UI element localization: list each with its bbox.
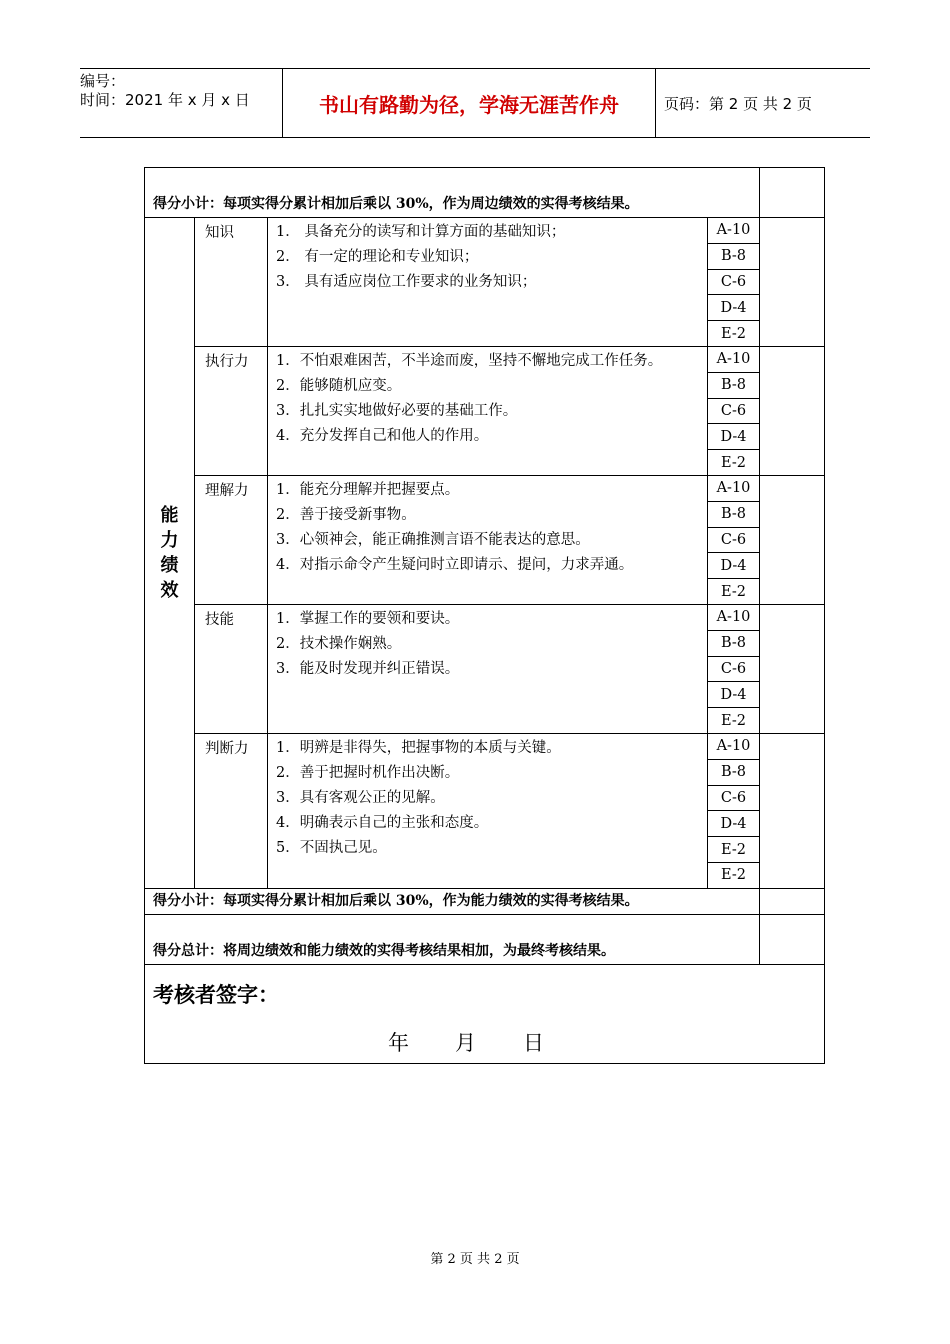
grade-option[interactable]: B-8 [708, 243, 760, 269]
grade-option[interactable]: D-4 [708, 811, 760, 837]
criteria-line: 3．能及时发现并纠正错误。 [276, 660, 460, 677]
criteria-line: 1．明辨是非得失，把握事物的本质与关键。 [276, 739, 561, 756]
grade-option[interactable]: E-2 [708, 579, 760, 605]
criteria-line: 1．掌握工作的要领和要诀。 [276, 610, 460, 627]
category-char: 能 [160, 504, 179, 526]
criteria-line: 1．能充分理解并把握要点。 [276, 481, 460, 498]
item-name: 判断力 [195, 733, 268, 888]
grade-option[interactable]: B-8 [708, 630, 760, 656]
grade-option[interactable]: A-10 [708, 218, 760, 244]
grade-option[interactable]: A-10 [708, 475, 760, 501]
grade-option[interactable]: C-6 [708, 785, 760, 811]
grade-option[interactable]: C-6 [708, 527, 760, 553]
score-cell[interactable] [760, 218, 825, 347]
item-criteria [268, 346, 708, 475]
criteria-line: 3． 具有适应岗位工作要求的业务知识； [276, 274, 537, 290]
criteria-line: 4．充分发挥自己和他人的作用。 [276, 427, 489, 444]
score-cell[interactable] [760, 168, 825, 218]
criteria-line: 2．技术操作娴熟。 [276, 635, 402, 652]
item-name: 理解力 [195, 475, 268, 604]
signature-area[interactable] [145, 964, 825, 1063]
criteria-line: 2． 有一定的理论和专业知识； [276, 249, 479, 265]
grade-option[interactable]: A-10 [708, 604, 760, 630]
category-label [145, 218, 195, 889]
total-score: 得分总计：将周边绩效和能力绩效的实得考核结果相加，为最终考核结果。 [145, 914, 760, 964]
criteria-line: 1． 具备充分的读写和计算方面的基础知识； [276, 224, 566, 240]
header-motto: 书山有路勤为径，学海无涯苦作舟 [282, 69, 656, 137]
item-criteria [268, 733, 708, 888]
grade-option[interactable]: E-2 [708, 708, 760, 734]
criteria-line: 2．善于把握时机作出决断。 [276, 764, 460, 781]
item-criteria [268, 604, 708, 733]
score-cell[interactable] [760, 888, 825, 914]
criteria-line: 4．对指示命令产生疑问时立即请示、提问，力求弄通。 [276, 556, 634, 573]
criteria-line: 2．能够随机应变。 [276, 377, 402, 394]
criteria-line: 2．善于接受新事物。 [276, 506, 416, 523]
criteria-line: 3．扎扎实实地做好必要的基础工作。 [276, 402, 518, 419]
time-label: 时间：2021 年 x 月 x 日 [80, 91, 250, 109]
criteria-line: 1．不怕艰难困苦，不半途而废，坚持不懈地完成工作任务。 [276, 352, 663, 369]
score-cell[interactable] [760, 346, 825, 475]
grade-option[interactable]: E-2 [708, 862, 760, 888]
grade-option[interactable]: C-6 [708, 269, 760, 295]
grade-option[interactable]: B-8 [708, 372, 760, 398]
criteria-line: 4．明确表示自己的主张和态度。 [276, 814, 489, 831]
grade-option[interactable]: B-8 [708, 759, 760, 785]
item-name: 知识 [195, 218, 268, 347]
score-cell[interactable] [760, 914, 825, 964]
grade-option[interactable]: D-4 [708, 682, 760, 708]
grade-option[interactable]: B-8 [708, 501, 760, 527]
item-criteria [268, 218, 708, 347]
item-criteria [268, 475, 708, 604]
grade-option[interactable]: D-4 [708, 295, 760, 321]
subtotal-ability: 得分小计：每项实得分累计相加后乘以 30%，作为能力绩效的实得考核结果。 [145, 888, 760, 914]
date-day: 日 [523, 1030, 544, 1055]
header-page-label: 页码：第 2 页 共 2 页 [664, 94, 812, 113]
grade-option[interactable]: A-10 [708, 733, 760, 759]
item-name: 执行力 [195, 346, 268, 475]
page-header [80, 68, 870, 138]
grade-option[interactable]: E-2 [708, 450, 760, 476]
criteria-line: 5．不固执己见。 [276, 839, 387, 856]
date-year: 年 [388, 1030, 409, 1055]
evaluation-form [144, 167, 825, 1064]
criteria-line: 3．具有客观公正的见解。 [276, 789, 445, 806]
item-name: 技能 [195, 604, 268, 733]
score-cell[interactable] [760, 733, 825, 888]
category-char: 效 [160, 579, 179, 601]
score-cell[interactable] [760, 604, 825, 733]
score-cell[interactable] [760, 475, 825, 604]
code-label: 编号： [80, 72, 126, 90]
category-char: 绩 [160, 554, 179, 576]
grade-option[interactable]: C-6 [708, 656, 760, 682]
subtotal-peripheral: 得分小计：每项实得分累计相加后乘以 30%，作为周边绩效的实得考核结果。 [145, 168, 760, 218]
date-month: 月 [455, 1030, 476, 1055]
grade-option[interactable]: E-2 [708, 837, 760, 863]
header-meta [80, 69, 282, 137]
grade-option[interactable]: E-2 [708, 321, 760, 347]
page-footer: 第 2 页 共 2 页 [430, 1252, 520, 1267]
grade-option[interactable]: D-4 [708, 424, 760, 450]
grade-option[interactable]: A-10 [708, 346, 760, 372]
grade-option[interactable]: D-4 [708, 553, 760, 579]
signature-label: 考核者签字： [153, 982, 279, 1007]
grade-option[interactable]: C-6 [708, 398, 760, 424]
criteria-line: 3．心领神会，能正确推测言语不能表达的意思。 [276, 531, 590, 548]
category-char: 力 [160, 529, 179, 551]
